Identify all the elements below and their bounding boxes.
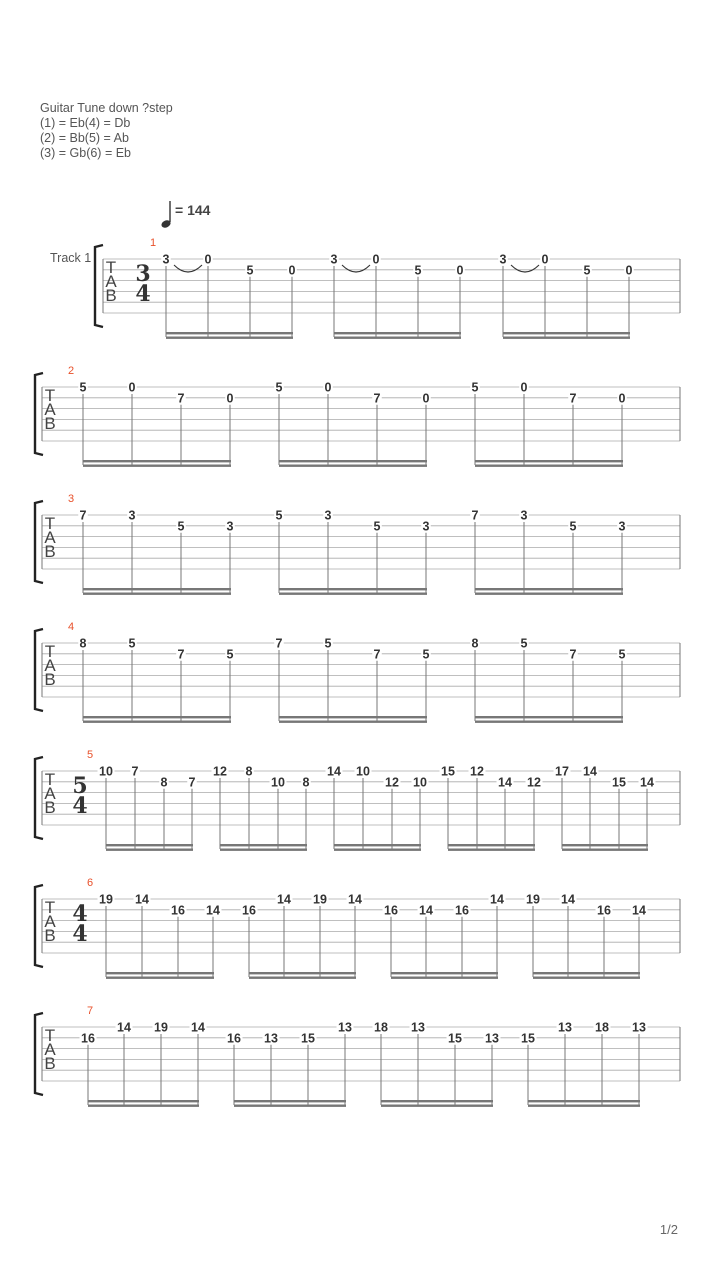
track-name: Track 1 bbox=[50, 251, 92, 265]
tab-clef-letter: T bbox=[44, 642, 56, 661]
fret-number: 8 bbox=[302, 775, 310, 790]
measure-number: 3 bbox=[68, 493, 75, 505]
beam bbox=[279, 721, 427, 723]
fret-number: 8 bbox=[471, 636, 479, 651]
fret-number: 7 bbox=[373, 647, 381, 662]
fret-number: 7 bbox=[79, 508, 87, 523]
fret-number: 13 bbox=[338, 1020, 352, 1035]
fret-number: 0 bbox=[520, 380, 528, 395]
tab-clef-letter: T bbox=[44, 770, 56, 789]
systems bbox=[35, 237, 680, 1107]
beam-group bbox=[470, 381, 627, 467]
beam bbox=[220, 849, 307, 851]
fret-number: 0 bbox=[128, 380, 136, 395]
tab-system bbox=[35, 1005, 680, 1107]
tab-clef-letter: T bbox=[44, 898, 56, 917]
fret-number: 15 bbox=[521, 1031, 535, 1046]
fret-number: 10 bbox=[413, 775, 427, 790]
fret-number: 0 bbox=[541, 252, 549, 267]
tab-clef-letter: A bbox=[44, 912, 56, 931]
fret-number: 13 bbox=[411, 1020, 425, 1035]
beam bbox=[166, 332, 293, 334]
tie-arc bbox=[174, 265, 202, 272]
tuning-line: (1) = Eb(4) = Db bbox=[40, 116, 131, 130]
beam bbox=[234, 1105, 346, 1107]
beam bbox=[528, 1105, 640, 1107]
beam bbox=[475, 593, 623, 595]
fret-number: 5 bbox=[324, 636, 332, 651]
beam-group bbox=[80, 1021, 207, 1107]
fret-number: 3 bbox=[324, 508, 332, 523]
fret-number: 14 bbox=[206, 903, 220, 918]
measure-number: 1 bbox=[150, 237, 157, 249]
fret-number: 19 bbox=[526, 892, 540, 907]
beam-group bbox=[226, 1021, 354, 1107]
beam-group bbox=[274, 509, 431, 595]
fret-number: 0 bbox=[625, 263, 633, 278]
beam-group bbox=[470, 509, 627, 595]
fret-number: 5 bbox=[275, 380, 283, 395]
fret-number: 0 bbox=[456, 263, 464, 278]
beam bbox=[234, 1100, 346, 1102]
fret-number: 18 bbox=[374, 1020, 388, 1035]
fret-number: 14 bbox=[277, 892, 291, 907]
beam bbox=[475, 465, 623, 467]
fret-number: 10 bbox=[99, 764, 113, 779]
time-signature-digit: 3 bbox=[135, 261, 151, 287]
fret-number: 15 bbox=[441, 764, 455, 779]
tab-clef-letter: T bbox=[105, 258, 117, 277]
tab-system bbox=[35, 621, 680, 723]
beam-group bbox=[78, 637, 235, 723]
fret-number: 3 bbox=[162, 252, 170, 267]
fret-number: 5 bbox=[583, 263, 591, 278]
beam bbox=[279, 588, 427, 590]
fret-number: 0 bbox=[422, 391, 430, 406]
fret-number: 5 bbox=[422, 647, 430, 662]
fret-number: 15 bbox=[448, 1031, 462, 1046]
beam-group bbox=[98, 893, 222, 979]
beam bbox=[279, 593, 427, 595]
tie-arc bbox=[511, 265, 539, 272]
beam bbox=[334, 332, 461, 334]
beam-group bbox=[212, 765, 311, 851]
tuning-line: (3) = Gb(6) = Eb bbox=[40, 146, 132, 160]
tab-clef-letter: B bbox=[105, 286, 117, 305]
measure-number: 5 bbox=[87, 749, 94, 761]
fret-number: 3 bbox=[520, 508, 528, 523]
fret-number: 5 bbox=[275, 508, 283, 523]
beam bbox=[533, 977, 640, 979]
fret-number: 16 bbox=[227, 1031, 241, 1046]
beam-group bbox=[373, 1021, 501, 1107]
fret-number: 8 bbox=[79, 636, 87, 651]
beam bbox=[381, 1105, 493, 1107]
fret-number: 14 bbox=[632, 903, 646, 918]
beam-group bbox=[440, 765, 543, 851]
fret-number: 16 bbox=[242, 903, 256, 918]
beam bbox=[475, 721, 623, 723]
tempo-marking bbox=[160, 201, 210, 229]
beam-group bbox=[98, 765, 197, 851]
beam-group bbox=[78, 381, 235, 467]
fret-number: 0 bbox=[372, 252, 380, 267]
tuning-line: (2) = Bb(5) = Ab bbox=[40, 131, 129, 145]
fret-number: 5 bbox=[246, 263, 254, 278]
measure-number: 2 bbox=[68, 365, 75, 377]
tab-clef-letter: T bbox=[44, 514, 56, 533]
fret-number: 14 bbox=[327, 764, 341, 779]
fret-number: 7 bbox=[275, 636, 283, 651]
fret-number: 16 bbox=[81, 1031, 95, 1046]
fret-number: 0 bbox=[324, 380, 332, 395]
tempo-value: = 144 bbox=[175, 202, 211, 218]
tab-clef-letter: T bbox=[44, 1026, 56, 1045]
time-signature-digit: 4 bbox=[72, 901, 88, 927]
beam-group bbox=[329, 253, 465, 339]
beam bbox=[475, 716, 623, 718]
fret-number: 3 bbox=[618, 519, 626, 534]
tab-clef-letter: A bbox=[44, 400, 56, 419]
tuning-title: Guitar Tune down ?step bbox=[40, 101, 173, 115]
fret-number: 13 bbox=[558, 1020, 572, 1035]
beam bbox=[334, 844, 421, 846]
beam-group bbox=[383, 893, 506, 979]
fret-number: 3 bbox=[226, 519, 234, 534]
fret-number: 0 bbox=[226, 391, 234, 406]
fret-number: 14 bbox=[498, 775, 512, 790]
fret-number: 14 bbox=[117, 1020, 131, 1035]
fret-number: 14 bbox=[419, 903, 433, 918]
beam-group bbox=[78, 509, 235, 595]
beam bbox=[249, 977, 356, 979]
beam bbox=[166, 337, 293, 339]
fret-number: 8 bbox=[160, 775, 168, 790]
tab-clef-letter: A bbox=[44, 528, 56, 547]
beam-group bbox=[241, 893, 364, 979]
beam bbox=[448, 844, 535, 846]
beam bbox=[106, 972, 214, 974]
fret-number: 7 bbox=[131, 764, 139, 779]
fret-number: 17 bbox=[555, 764, 569, 779]
fret-number: 5 bbox=[128, 636, 136, 651]
fret-number: 5 bbox=[471, 380, 479, 395]
beam bbox=[83, 593, 231, 595]
beam-group bbox=[161, 253, 297, 339]
beam bbox=[533, 972, 640, 974]
beam bbox=[391, 977, 498, 979]
fret-number: 14 bbox=[191, 1020, 205, 1035]
measure-number: 7 bbox=[87, 1005, 94, 1017]
fret-number: 0 bbox=[204, 252, 212, 267]
fret-number: 16 bbox=[171, 903, 185, 918]
fret-number: 14 bbox=[135, 892, 149, 907]
fret-number: 5 bbox=[414, 263, 422, 278]
time-signature-digit: 4 bbox=[135, 281, 151, 307]
beam bbox=[334, 849, 421, 851]
time-signature-digit: 5 bbox=[72, 773, 88, 799]
fret-number: 14 bbox=[348, 892, 362, 907]
fret-number: 10 bbox=[271, 775, 285, 790]
beam bbox=[220, 844, 307, 846]
fret-number: 5 bbox=[79, 380, 87, 395]
fret-number: 7 bbox=[569, 647, 577, 662]
beam bbox=[503, 332, 630, 334]
fret-number: 3 bbox=[330, 252, 338, 267]
tab-system bbox=[95, 237, 680, 339]
fret-number: 7 bbox=[471, 508, 479, 523]
fret-number: 5 bbox=[177, 519, 185, 534]
fret-number: 12 bbox=[213, 764, 227, 779]
tab-clef-letter: B bbox=[44, 926, 56, 945]
page-number: 1/2 bbox=[659, 1222, 678, 1237]
fret-number: 3 bbox=[499, 252, 507, 267]
fret-number: 10 bbox=[356, 764, 370, 779]
fret-number: 0 bbox=[288, 263, 296, 278]
tab-clef-letter: A bbox=[44, 784, 56, 803]
tab-system bbox=[35, 493, 680, 595]
fret-number: 7 bbox=[373, 391, 381, 406]
fret-number: 18 bbox=[595, 1020, 609, 1035]
beam bbox=[106, 849, 193, 851]
tab-clef-letter: B bbox=[44, 1054, 56, 1073]
time-signature-digit: 4 bbox=[72, 793, 88, 819]
fret-number: 5 bbox=[226, 647, 234, 662]
fret-number: 19 bbox=[313, 892, 327, 907]
fret-number: 15 bbox=[301, 1031, 315, 1046]
tab-clef-letter: B bbox=[44, 670, 56, 689]
fret-number: 16 bbox=[455, 903, 469, 918]
beam bbox=[334, 337, 461, 339]
beam-group bbox=[274, 637, 431, 723]
beam bbox=[475, 460, 623, 462]
beam-group bbox=[498, 253, 634, 339]
beam bbox=[448, 849, 535, 851]
tab-clef-letter: B bbox=[44, 414, 56, 433]
fret-number: 13 bbox=[632, 1020, 646, 1035]
fret-number: 3 bbox=[422, 519, 430, 534]
fret-number: 8 bbox=[245, 764, 253, 779]
fret-number: 5 bbox=[618, 647, 626, 662]
beam-group bbox=[525, 893, 648, 979]
fret-number: 5 bbox=[520, 636, 528, 651]
beam-group bbox=[470, 637, 627, 723]
tab-clef-letter: T bbox=[44, 386, 56, 405]
beam bbox=[88, 1105, 199, 1107]
beam bbox=[249, 972, 356, 974]
beam bbox=[381, 1100, 493, 1102]
fret-number: 14 bbox=[490, 892, 504, 907]
tab-clef-letter: A bbox=[105, 272, 117, 291]
beam bbox=[83, 588, 231, 590]
fret-number: 14 bbox=[640, 775, 654, 790]
fret-number: 7 bbox=[177, 647, 185, 662]
fret-number: 12 bbox=[527, 775, 541, 790]
fret-number: 7 bbox=[177, 391, 185, 406]
tab-system bbox=[35, 877, 680, 979]
system-bracket bbox=[95, 245, 103, 327]
fret-number: 7 bbox=[188, 775, 196, 790]
fret-number: 5 bbox=[373, 519, 381, 534]
beam bbox=[106, 844, 193, 846]
fret-number: 16 bbox=[384, 903, 398, 918]
beam bbox=[562, 844, 648, 846]
beam-group bbox=[554, 765, 656, 851]
fret-number: 14 bbox=[583, 764, 597, 779]
beam bbox=[562, 849, 648, 851]
beam bbox=[83, 716, 231, 718]
fret-number: 12 bbox=[470, 764, 484, 779]
beam bbox=[391, 972, 498, 974]
fret-number: 14 bbox=[561, 892, 575, 907]
beam bbox=[106, 977, 214, 979]
measure-number: 4 bbox=[68, 621, 75, 633]
beam bbox=[279, 716, 427, 718]
fret-number: 3 bbox=[128, 508, 136, 523]
beam-group bbox=[520, 1021, 648, 1107]
fret-number: 16 bbox=[597, 903, 611, 918]
fret-number: 19 bbox=[154, 1020, 168, 1035]
fret-number: 15 bbox=[612, 775, 626, 790]
beam bbox=[528, 1100, 640, 1102]
fret-number: 7 bbox=[569, 391, 577, 406]
fret-number: 0 bbox=[618, 391, 626, 406]
tab-system bbox=[35, 749, 680, 851]
beam bbox=[83, 460, 231, 462]
fret-number: 5 bbox=[569, 519, 577, 534]
beam bbox=[279, 460, 427, 462]
tab-clef-letter: B bbox=[44, 542, 56, 561]
beam-group bbox=[326, 765, 429, 851]
fret-number: 13 bbox=[485, 1031, 499, 1046]
tab-clef-letter: A bbox=[44, 656, 56, 675]
fret-number: 12 bbox=[385, 775, 399, 790]
beam bbox=[475, 588, 623, 590]
beam bbox=[83, 721, 231, 723]
fret-number: 13 bbox=[264, 1031, 278, 1046]
measure-number: 6 bbox=[87, 877, 94, 889]
time-signature-digit: 4 bbox=[72, 921, 88, 947]
tie-arc bbox=[342, 265, 370, 272]
beam bbox=[279, 465, 427, 467]
beam bbox=[83, 465, 231, 467]
tab-clef-letter: A bbox=[44, 1040, 56, 1059]
beam bbox=[503, 337, 630, 339]
tab-clef-letter: B bbox=[44, 798, 56, 817]
beam-group bbox=[274, 381, 431, 467]
fret-number: 19 bbox=[99, 892, 113, 907]
tab-system bbox=[35, 365, 680, 467]
beam bbox=[88, 1100, 199, 1102]
